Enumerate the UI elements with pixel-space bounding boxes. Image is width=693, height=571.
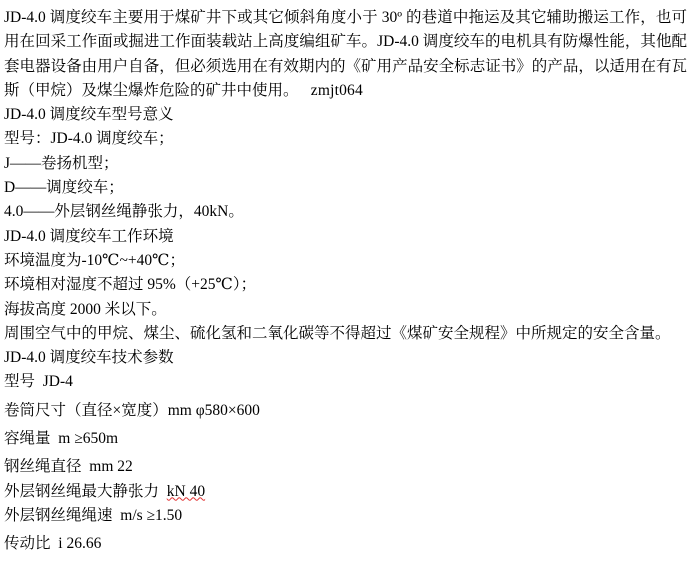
spec-row	[4, 532, 687, 556]
section-2-line-2: 环境相对湿度不超过 95%（+25℃）；	[4, 276, 257, 294]
spec-name: 卷筒尺寸（直径×宽度）mm	[4, 401, 192, 419]
intro-paragraph-text: JD-4.0 调度绞车主要用于煤矿井下或其它倾斜角度小于 30º 的巷道中拖运及其它辅助搬运工作，也可用在回采工作面或掘进工作面装载站上高度编组矿车。JD-4.0 调度绞车的电机具有防爆性能，其他配套电器设备由用户自备，但必须选用在有效期内的《矿用产品安全标志证书》的产品，以适用在有瓦斯（甲烷）及煤尘爆炸危险的矿井中使用。	[4, 9, 687, 99]
section-1-line-3: D——调度绞车；	[4, 179, 124, 197]
section-2-line-1: 环境温度为-10℃~+40℃；	[4, 251, 185, 269]
section-1-line-4: 4.0——外层钢丝绳静张力，40kN。	[4, 203, 244, 221]
spec-row	[4, 399, 687, 423]
section-1-line-1: 型号：JD-4.0 调度绞车；	[4, 130, 174, 148]
spec-row	[4, 370, 687, 394]
spec-value: m/s ≥1.50	[120, 506, 183, 524]
section-3-heading: JD-4.0 调度绞车技术参数	[4, 349, 174, 367]
spec-value: mm 22	[89, 458, 133, 476]
spec-row	[4, 455, 687, 479]
spec-value: kN 40	[166, 482, 206, 500]
section-2-heading: JD-4.0 调度绞车工作环境	[4, 227, 174, 245]
spec-value: m ≥650m	[58, 430, 119, 448]
spec-value: i 26.66	[58, 535, 102, 553]
spec-name: 容绳量	[4, 430, 51, 448]
spec-row	[4, 427, 687, 451]
spec-value: φ580×600	[195, 401, 260, 419]
section-2-line-4: 周围空气中的甲烷、煤尘、硫化氢和二氧化碳等不得超过《煤矿安全规程》中所规定的安全含量。	[4, 324, 671, 342]
section-1-heading: JD-4.0 调度绞车型号意义	[4, 106, 174, 124]
spec-row	[4, 504, 687, 528]
section-2-line-3: 海拔高度 2000 米以下。	[4, 300, 167, 318]
intro-tail-code: zmjt064	[310, 81, 363, 99]
spec-name: 外层钢丝绳绳速	[4, 506, 113, 524]
spec-name: 传动比	[4, 535, 51, 553]
spec-name: 钢丝绳直径	[4, 458, 82, 476]
spec-name: 外层钢丝绳最大静张力	[4, 482, 160, 500]
spec-row	[4, 480, 687, 504]
intro-paragraph	[4, 6, 687, 103]
spec-name: 型号	[4, 373, 36, 391]
section-1-line-2: J——卷扬机型；	[4, 154, 119, 172]
spec-value: JD-4	[42, 373, 73, 391]
